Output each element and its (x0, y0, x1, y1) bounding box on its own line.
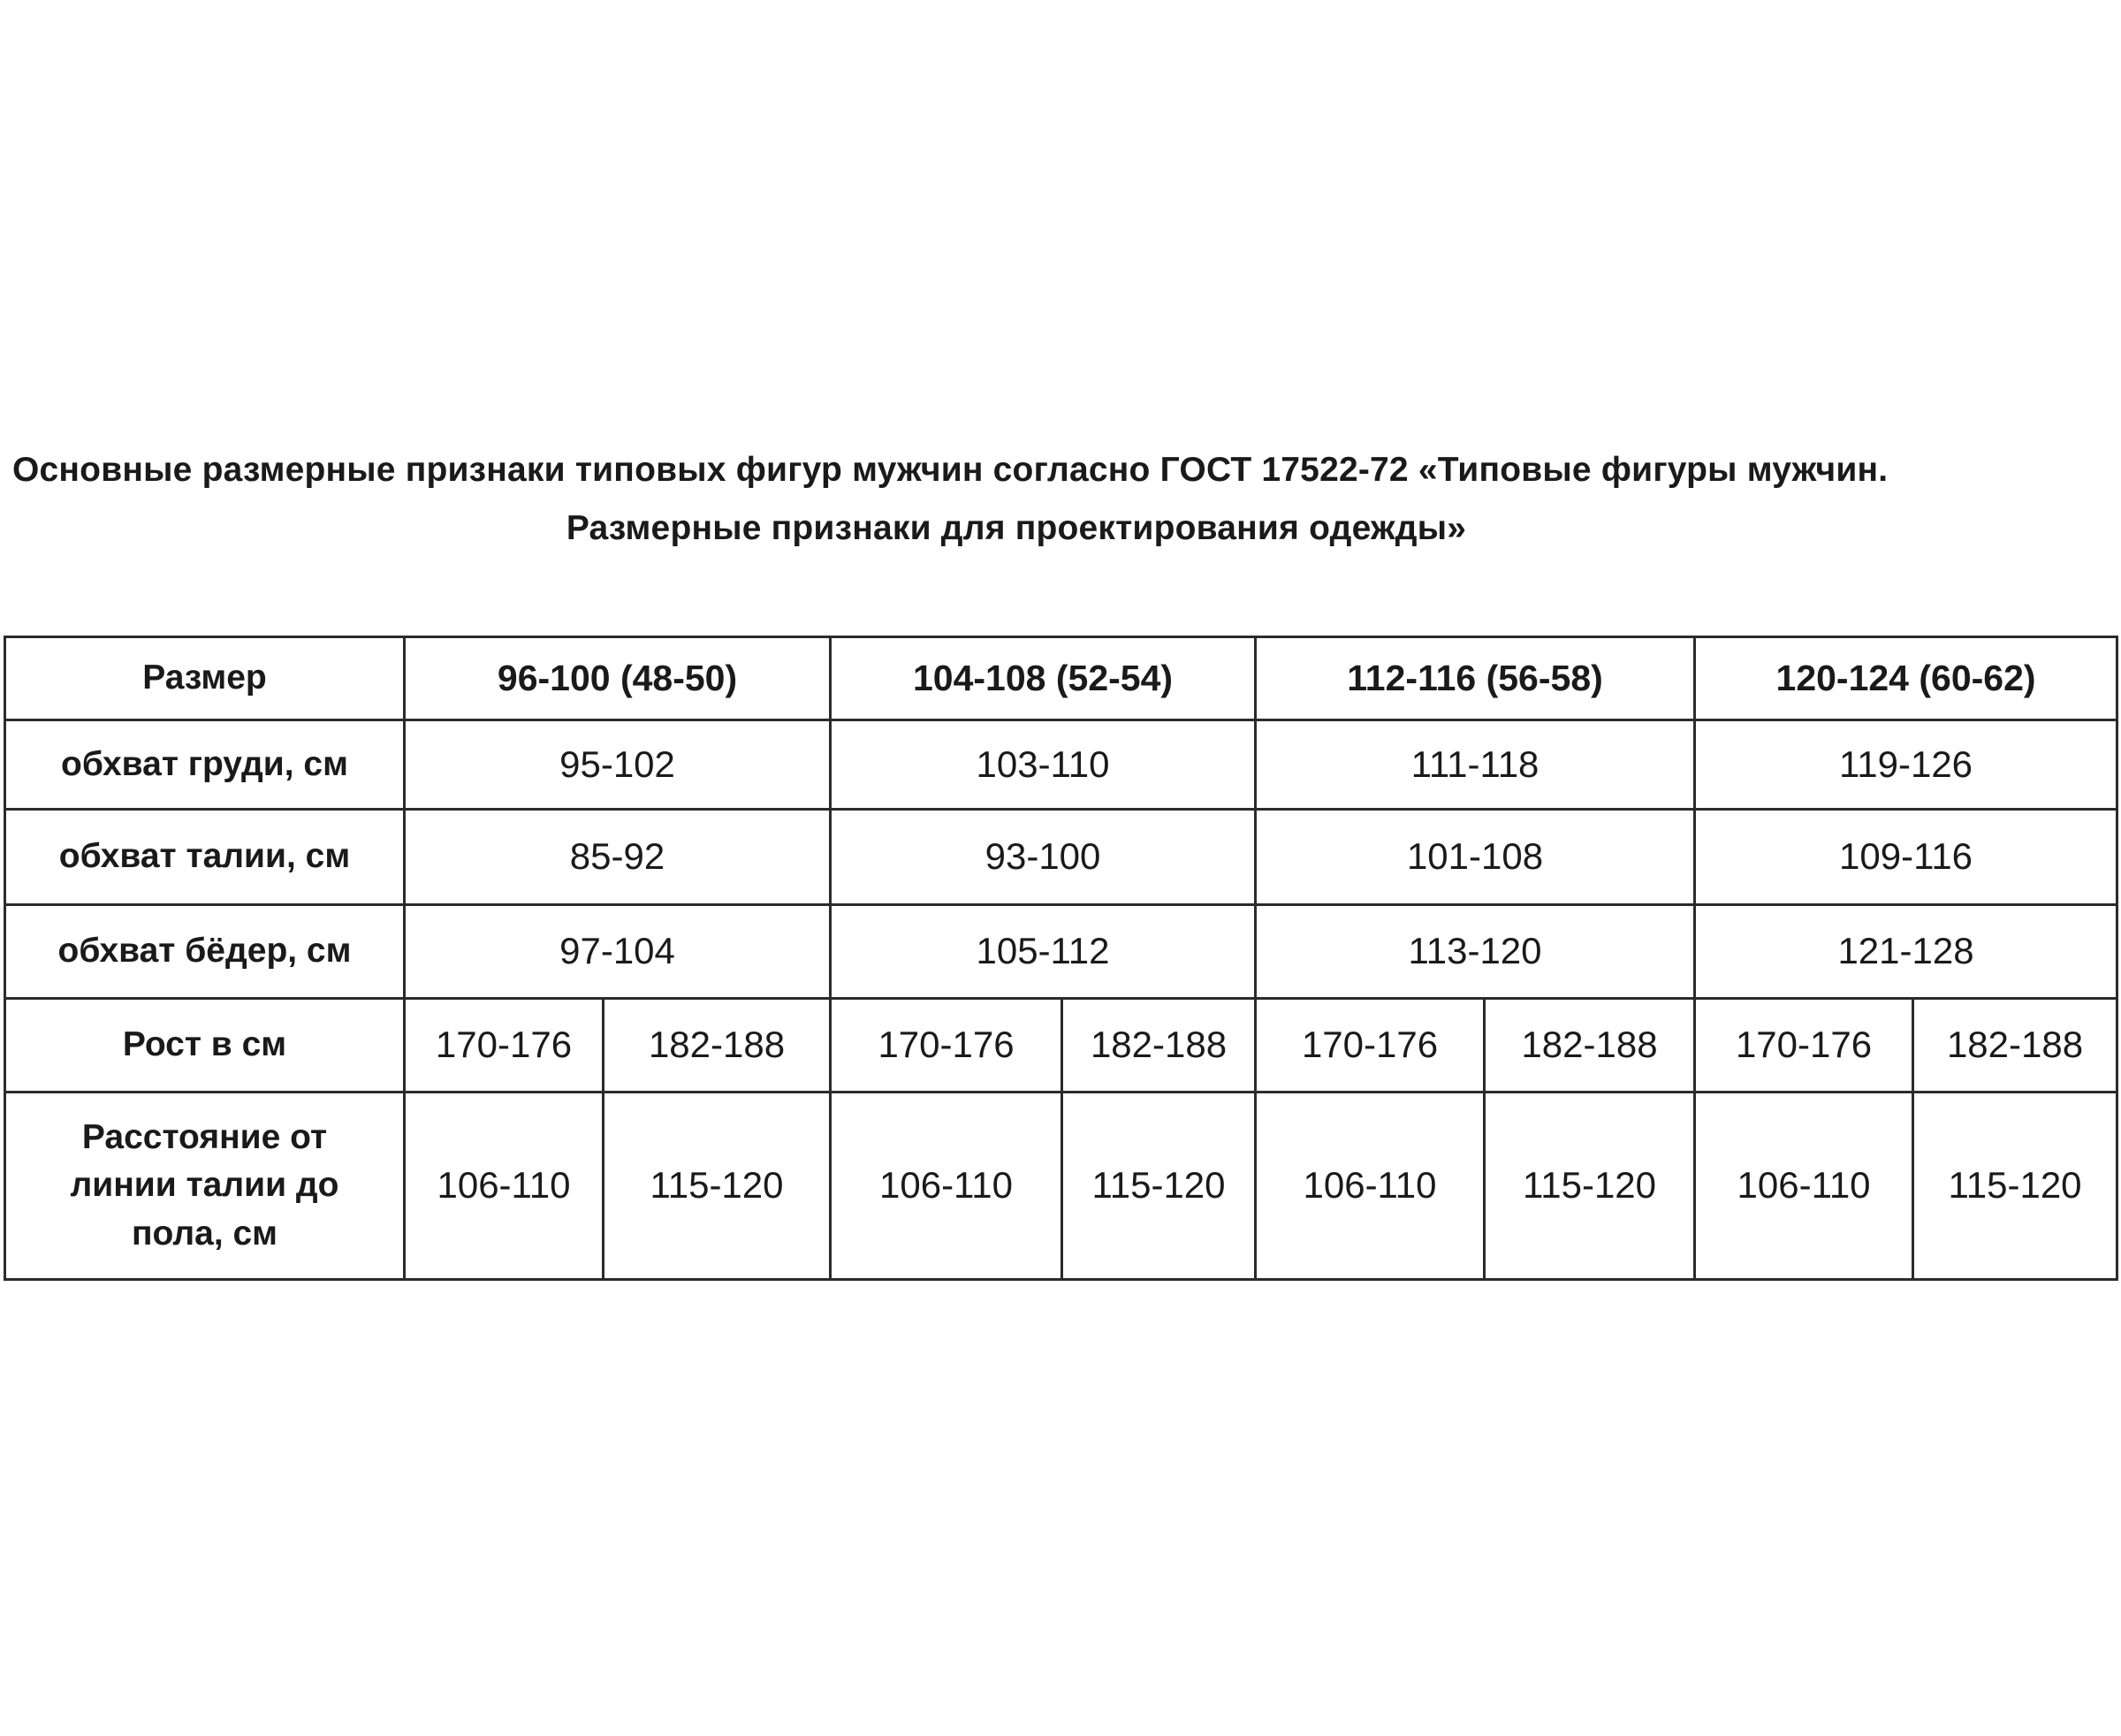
page-title-line-2: Размерные признаки для проектирования одежды» (566, 509, 1467, 547)
height-value-cell: 170-176 (831, 999, 1062, 1093)
header-label-cell: Размер (5, 637, 405, 720)
hips-row (5, 905, 2117, 999)
hips-value-cell: 113-120 (1256, 905, 1695, 999)
waist-to-floor-value-cell: 115-120 (1913, 1093, 2117, 1280)
waist-row (5, 810, 2117, 905)
hips-value-cell: 105-112 (831, 905, 1256, 999)
size-header-cell: 104-108 (52-54) (831, 637, 1256, 720)
waist-value-cell: 101-108 (1256, 810, 1695, 905)
waist-to-floor-value-cell: 115-120 (1062, 1093, 1256, 1280)
waist-value-cell: 93-100 (831, 810, 1256, 905)
waist-value-cell: 109-116 (1695, 810, 2117, 905)
height-value-cell: 182-188 (1913, 999, 2117, 1093)
waist-to-floor-value-cell: 106-110 (831, 1093, 1062, 1280)
waist-to-floor-value-cell: 106-110 (405, 1093, 604, 1280)
height-value-cell: 182-188 (1485, 999, 1695, 1093)
page-title-line-1: Основные размерные признаки типовых фигур мужчин согласно ГОСТ 17522-72 «Типовые фигуры мужчин. (12, 451, 1889, 489)
height-value-cell: 182-188 (604, 999, 831, 1093)
waist-to-floor-value-cell: 106-110 (1256, 1093, 1485, 1280)
waist-value-cell: 85-92 (405, 810, 831, 905)
hips-value-cell: 97-104 (405, 905, 831, 999)
waist-to-floor-label-line: Расстояние от (81, 1117, 328, 1156)
height-value-cell: 170-176 (1695, 999, 1913, 1093)
height-row (5, 999, 2117, 1093)
header-row (5, 637, 2117, 720)
size-header-cell: 96-100 (48-50) (405, 637, 831, 720)
hips-value-cell: 121-128 (1695, 905, 2117, 999)
chest-row (5, 720, 2117, 810)
waist-to-floor-value-cell: 115-120 (1485, 1093, 1695, 1280)
size-header-cell: 112-116 (56-58) (1256, 637, 1695, 720)
waist-to-floor-value-cell: 115-120 (604, 1093, 831, 1280)
waist-label-cell: обхват талии, см (5, 810, 405, 905)
waist-to-floor-label-cell (5, 1093, 405, 1280)
size-table (4, 636, 2118, 1281)
waist-to-floor-value-cell: 106-110 (1695, 1093, 1913, 1280)
chest-value-cell: 103-110 (831, 720, 1256, 810)
waist-to-floor-row (5, 1093, 2117, 1280)
chest-value-cell: 119-126 (1695, 720, 2117, 810)
height-value-cell: 170-176 (1256, 999, 1485, 1093)
waist-to-floor-label-line: линии талии до (70, 1166, 339, 1205)
hips-label-cell: обхват бёдер, см (5, 905, 405, 999)
height-label-cell: Рост в см (5, 999, 405, 1093)
size-header-cell: 120-124 (60-62) (1695, 637, 2117, 720)
height-value-cell: 182-188 (1062, 999, 1256, 1093)
waist-to-floor-label-line: пола, см (131, 1214, 278, 1253)
height-value-cell: 170-176 (405, 999, 604, 1093)
chest-value-cell: 95-102 (405, 720, 831, 810)
chest-value-cell: 111-118 (1256, 720, 1695, 810)
chest-label-cell: обхват груди, см (5, 720, 405, 810)
